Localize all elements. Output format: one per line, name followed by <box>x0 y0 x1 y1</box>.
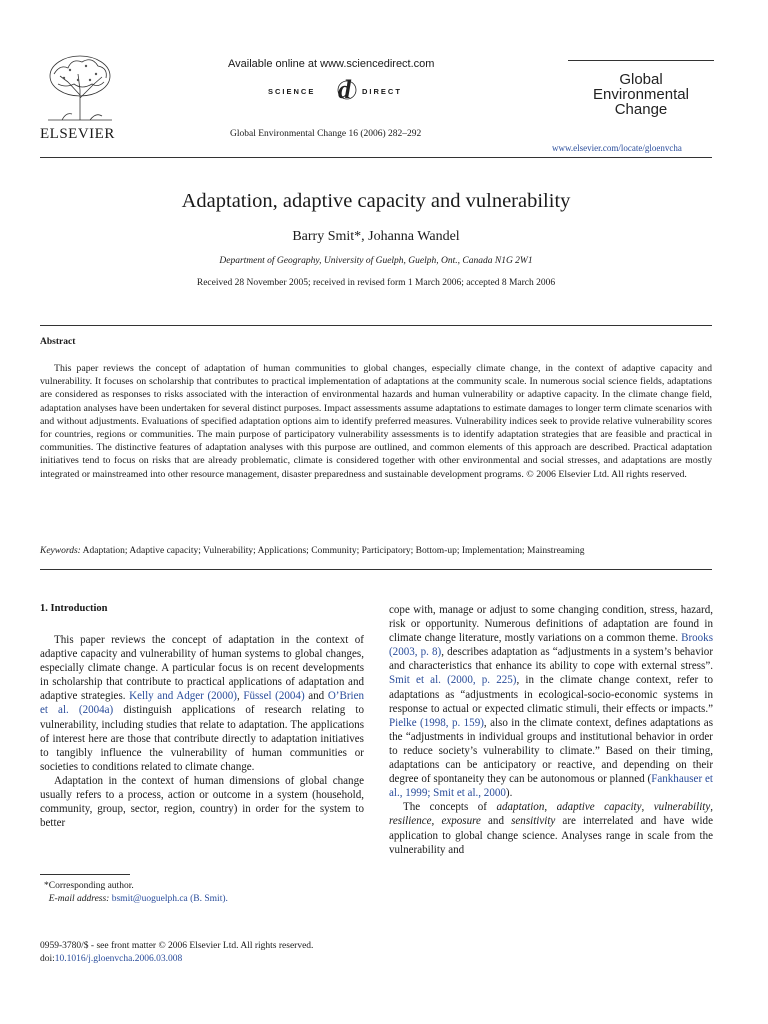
publisher-name: ELSEVIER <box>40 126 115 142</box>
keywords <box>40 546 585 556</box>
svg-text:d: d <box>338 75 353 104</box>
footnote-divider <box>40 874 130 875</box>
section-heading: 1. Introduction <box>40 603 108 614</box>
paragraph: cope with, manage or adjust to some changing condition, stress, hazard, risk or opportunity. Numerous definitions of adaptation are found in climate change literature, mostly variations on a common theme. Brooks (2003, p. 8), describes adaptation as “adjustments in a system’s behavior and characteristics that enhance its ability to cope with external stress”. Smit et al. (2000, p. 225), in the climate change context, refer to adaptations as “adjustments in ecological-socio-economic systems in response to actual or expected climatic stimuli, their effects or impacts.” Pielke (1998, p. 159), also in the climate context, defines adaptations as the “adjustments in individual groups and institutional behavior in order to reduce society’s vulnerability to climate.” Based on their timing, adaptations can be anticipatory or reactive, and depending on their degree of spontaneity they can be autonomous or planned (Fankhauser et al., 1999; Smit et al., 2000). <box>389 604 714 800</box>
journal-title-line: Environmental <box>593 86 689 103</box>
sd-right-text: DIRECT <box>362 87 402 96</box>
paragraph: Adaptation in the context of human dimensions of global change usually refers to a process, action or outcome in a system (household, community, group, sector, region, country) in order for the system to better <box>40 774 364 830</box>
keywords-list: Adaptation; Adaptive capacity; Vulnerability; Applications; Community; Participatory; Bottom-up; Implementation; Mainstreaming <box>82 546 585 556</box>
keywords-label: Keywords: <box>40 546 81 556</box>
issn-line <box>40 940 313 966</box>
article-dates: Received 28 November 2005; received in revised form 1 March 2006; accepted 8 March 2006 <box>196 278 556 288</box>
article-authors: Barry Smit*, Johanna Wandel <box>292 229 460 244</box>
divider <box>40 325 712 326</box>
citation-link[interactable]: Füssel (2004) <box>243 690 305 703</box>
abstract-heading: Abstract <box>40 337 76 347</box>
abstract-copyright: © 2006 Elsevier Ltd. All rights reserved. <box>526 468 687 480</box>
sd-d-icon <box>334 74 360 104</box>
journal-title <box>568 72 714 117</box>
citation-link[interactable]: Smit et al. (2000, p. 225) <box>389 674 517 687</box>
article-title: Adaptation, adaptive capacity and vulnerability <box>181 190 571 212</box>
paragraph: The concepts of adaptation, adaptive capacity, vulnerability, resilience, exposure and sensitivity are interrelated and have wide application to global change science. Analyses range in scale from the vulnerability and <box>389 801 713 856</box>
sciencedirect-logo <box>268 75 418 104</box>
citation-link[interactable]: Pielke (1998, p. 159) <box>389 716 484 729</box>
email-link[interactable]: bsmit@uoguelph.ca (B. Smit). <box>111 893 228 904</box>
doi-link[interactable]: 10.1016/j.gloenvcha.2006.03.008 <box>54 954 183 964</box>
corresponding-author: *Corresponding author. <box>44 881 134 891</box>
paragraph: This paper reviews the concept of adaptation in the context of adaptive capacity and vulnerability of human systems to global changes, especially climate change. A particular focus is on recent developments in scholarship that contribute to practical applications of adaptation and adaptive strategies. Kelly and Adger (2000), Füssel (2004) and O’Brien et al. (2004a) distinguish applications of research relating to vulnerability, including studies that relate to adaptation. The applications of interest here are those that contribute directly to adaptation initiatives to tangibly influence the vulnerability of human communities or societies to conditions related to climate change. <box>40 634 365 773</box>
column-right <box>389 603 713 857</box>
journal-title-line: Global <box>619 71 663 88</box>
citation-link[interactable]: Kelly and Adger (2000) <box>129 690 237 703</box>
divider <box>40 157 712 158</box>
citation-link[interactable]: Fankhauser et al., 1999; Smit et al., 2000 <box>389 773 713 800</box>
journal-reference: Global Environmental Change 16 (2006) 282–292 <box>230 129 422 139</box>
sd-left-text: SCIENCE <box>268 87 316 96</box>
journal-title-line: Change <box>614 101 668 118</box>
footnote <box>44 880 228 905</box>
citation-link[interactable]: O’Brien et al. (2004a) <box>40 690 365 717</box>
elsevier-tree-logo <box>40 50 120 126</box>
abstract-body: This paper reviews the concept of adaptation of human communities to global changes, especially climate change, in the context of adaptive capacity and vulnerability. It focuses on scholarship that contributes to practical implementation of adaptations at the community scale. In numerous social science fields, adaptations are considered as responses to risks associated with the interaction of environmental hazards and human vulnerability or adaptive capacity. In the climate change field, adaptation analyses have been undertaken for several distinct purposes. Impact assessments assume adaptations to estimate damages to longer term climate scenarios with and without adjustments. Evaluations of specified adaptation options aim to identify preferred measures. Vulnerability indices seek to provide relative vulnerability scores for countries, regions or communities. The main purpose of participatory vulnerability assessments is to identify adaptation strategies that are feasible and practical in communities. The distinctive features of adaptation analyses with this purpose are outlined, and common elements of this approach are described. Practical adaptation initiatives tend to focus on risks that are already problematic, climate is considered together with other environmental and social stresses, and adaptations are mostly integrated or mainstreamed into other resource management, disaster preparedness and sustainable development programs. <box>40 363 712 480</box>
citation-link[interactable]: Brooks (2003, p. 8) <box>389 632 713 659</box>
column-left <box>40 633 364 830</box>
available-online-text: Available online at www.sciencedirect.com <box>228 58 435 70</box>
doi-label: doi: <box>40 954 55 964</box>
front-matter: 0959-3780/$ - see front matter © 2006 Elsevier Ltd. All rights reserved. <box>40 941 314 951</box>
abstract-text <box>40 362 712 481</box>
divider <box>40 569 712 570</box>
email-label: E-mail address: <box>48 893 110 904</box>
journal-url-link[interactable]: www.elsevier.com/locate/gloenvcha <box>552 143 682 153</box>
author-affiliation: Department of Geography, University of Guelph, Guelph, Ont., Canada N1G 2W1 <box>219 256 533 266</box>
